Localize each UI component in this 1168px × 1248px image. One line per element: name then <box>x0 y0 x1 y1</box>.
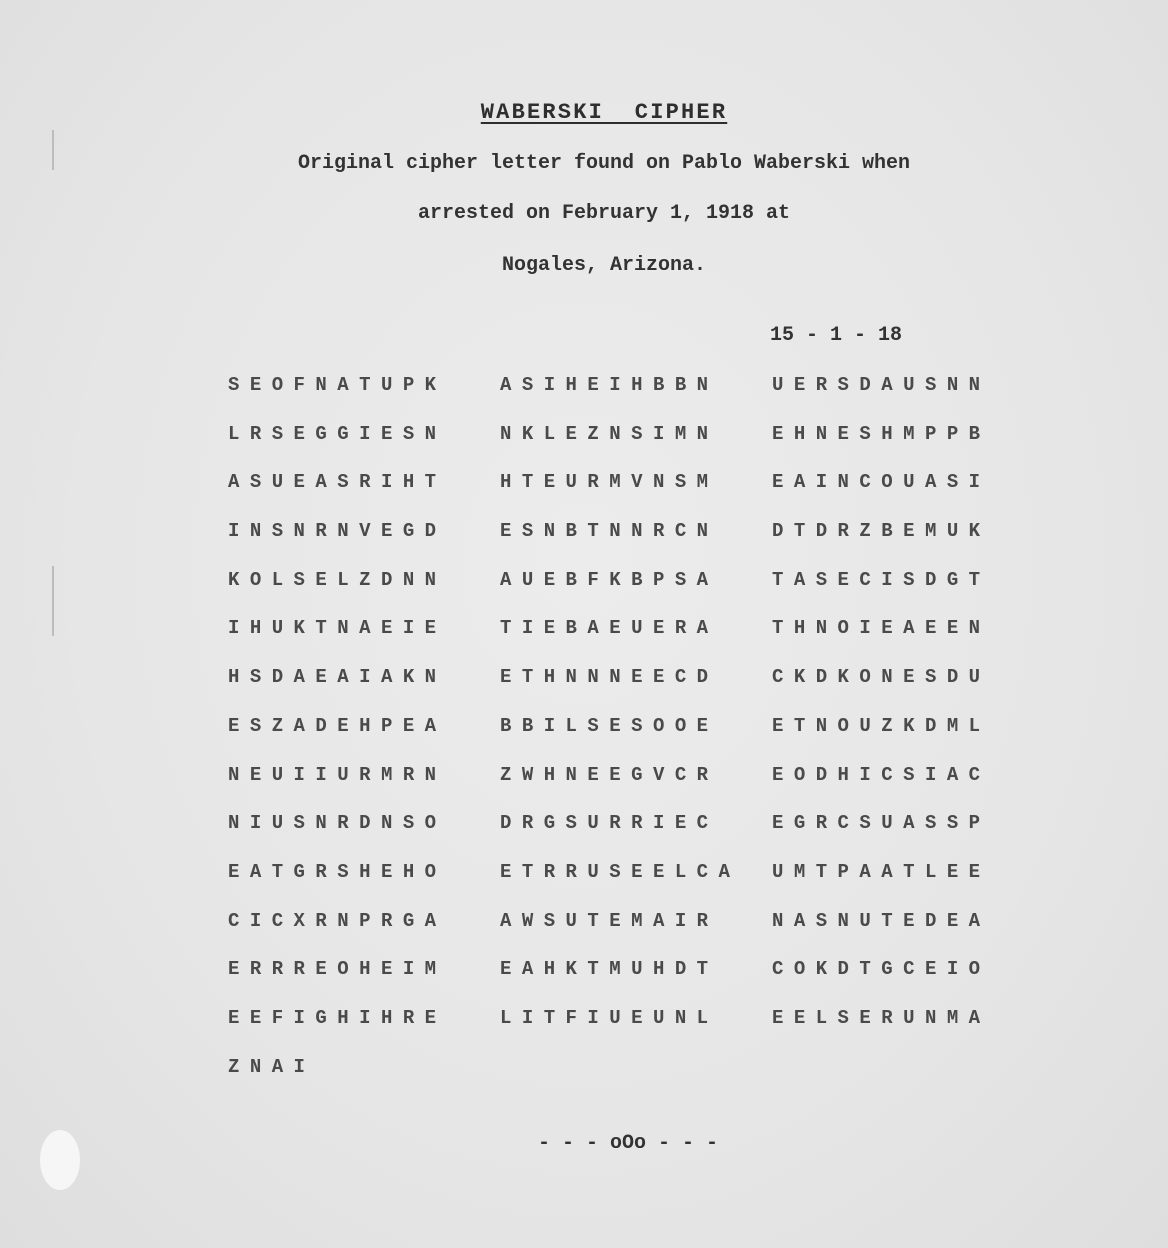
cipher-group: CICXRNPRGA <box>228 909 447 932</box>
cipher-group: ETNOUZKDML <box>772 714 991 737</box>
cipher-group: HSDAEAIAKN <box>228 666 447 689</box>
subtitle-line-2: arrested on February 1, 1918 at <box>417 202 791 225</box>
document-footer: - - - oOo - - - <box>537 1132 719 1155</box>
cipher-group: AUEBFKBPSA <box>500 568 719 591</box>
cipher-group: UMTPAATLEE <box>772 860 991 883</box>
scan-mark <box>52 130 54 170</box>
cipher-row <box>228 423 991 472</box>
cipher-row <box>228 520 991 569</box>
document-title: WABERSKI CIPHER <box>480 100 728 125</box>
cipher-row <box>228 1007 991 1056</box>
cipher-grid <box>228 374 991 1104</box>
cipher-group: TIEBAEUERA <box>500 617 719 640</box>
cipher-group: EATGRSHEHO <box>228 860 447 883</box>
cipher-group: EODHICSIAC <box>772 763 991 786</box>
cipher-row <box>228 861 991 910</box>
cipher-group: CKDKONESDU <box>772 666 991 689</box>
cipher-group: BBILSESOOE <box>500 714 719 737</box>
cipher-group: HTEURMVNSM <box>500 471 719 494</box>
cipher-group: ASUEASRIHT <box>228 471 447 494</box>
cipher-row <box>228 910 991 959</box>
cipher-row <box>228 617 991 666</box>
cipher-group: ETHNNNEECD <box>500 666 719 689</box>
cipher-group: EEFIGHIHRE <box>228 1006 447 1029</box>
cipher-row <box>228 958 991 1007</box>
cipher-group: COKDTGCEIO <box>772 958 991 981</box>
cipher-row <box>228 812 991 861</box>
cipher-group: EAHKTMUHDT <box>500 958 719 981</box>
cipher-group: UERSDAUSNN <box>772 374 991 396</box>
scan-blemish <box>40 1130 80 1190</box>
cipher-group: ERRREOHEIM <box>228 958 447 981</box>
cipher-row <box>228 764 991 813</box>
scan-mark <box>52 566 54 636</box>
cipher-group: EELSERUNMA <box>772 1006 991 1029</box>
subtitle-line-1: Original cipher letter found on Pablo Waberski when <box>297 152 911 175</box>
cipher-group: DTDRZBEMUK <box>772 520 991 543</box>
cipher-group: DRGSURRIEC <box>500 812 719 835</box>
cipher-group: THNOIEAEEN <box>772 617 991 640</box>
cipher-row <box>228 666 991 715</box>
cipher-date: 15 - 1 - 18 <box>770 324 903 347</box>
cipher-group: NEUIIURMRN <box>228 763 447 786</box>
cipher-group: EAINCOUASI <box>772 471 991 494</box>
cipher-row <box>228 374 991 423</box>
cipher-group: NASNUTEDEA <box>772 909 991 932</box>
cipher-group: EHNESHMPPB <box>772 422 991 445</box>
cipher-row <box>228 471 991 520</box>
cipher-group: ESNBTNNRCN <box>500 520 719 543</box>
cipher-group: AWSUTEMAIR <box>500 909 719 932</box>
cipher-group: NKLEZNSIMN <box>500 422 719 445</box>
cipher-group: INSNRNVEGD <box>228 520 447 543</box>
cipher-group: IHUKTNAEIE <box>228 617 447 640</box>
cipher-row <box>228 1056 991 1105</box>
cipher-group: SEOFNATUPK <box>228 374 447 396</box>
cipher-group: LRSEGGIESN <box>228 422 447 445</box>
cipher-group: LITFIUEUNL <box>500 1006 719 1029</box>
cipher-group: KOLSELZDNN <box>228 568 447 591</box>
cipher-group: TASECISDGT <box>772 568 991 591</box>
cipher-group: ESZADEHPEA <box>228 714 447 737</box>
cipher-group: EGRCSUASSP <box>772 812 991 835</box>
subtitle-line-3: Nogales, Arizona. <box>501 254 707 277</box>
cipher-group: NIUSNRDNSO <box>228 812 447 835</box>
cipher-group: ASIHEIHBBN <box>500 374 719 396</box>
cipher-group: ZNAI <box>228 1055 316 1078</box>
cipher-group: ZWHNEEGVCR <box>500 763 719 786</box>
cipher-row <box>228 715 991 764</box>
cipher-group: ETRRUSEELCA <box>500 860 741 883</box>
cipher-row <box>228 569 991 618</box>
